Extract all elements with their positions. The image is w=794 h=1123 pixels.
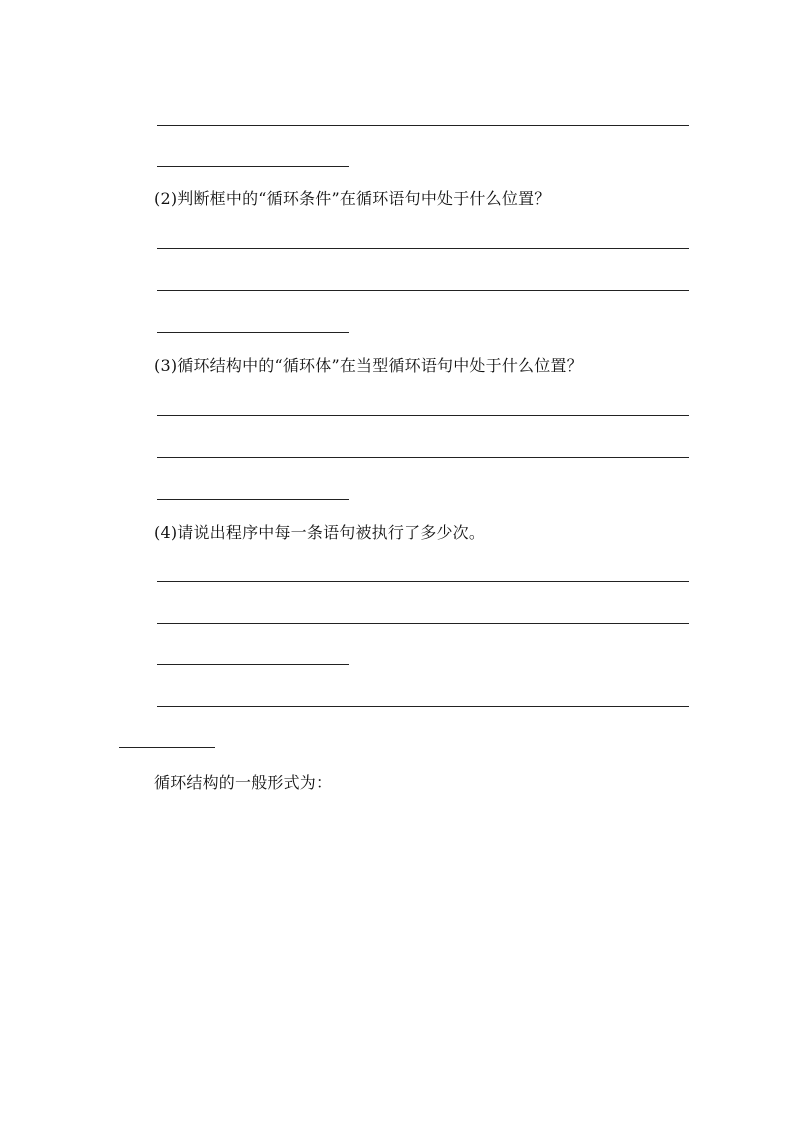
answer-line	[157, 415, 689, 416]
question-3: (3)循环结构中的“循环体”在当型循环语句中处于什么位置？	[154, 356, 583, 375]
closing-statement: 循环结构的一般形式为：	[154, 773, 333, 792]
answer-line	[157, 248, 689, 249]
answer-line	[157, 706, 689, 707]
answer-line	[157, 457, 689, 458]
question-2: (2)判断框中的“循环条件”在循环语句中处于什么位置？	[154, 189, 551, 208]
answer-line	[157, 332, 349, 333]
answer-line	[157, 499, 349, 500]
answer-line	[157, 623, 689, 624]
answer-line	[157, 581, 689, 582]
answer-line	[157, 664, 349, 665]
answer-line	[157, 290, 689, 291]
question-4: (4)请说出程序中每一条语句被执行了多少次。	[154, 523, 486, 542]
answer-line	[119, 747, 215, 748]
answer-line	[157, 166, 349, 167]
answer-line	[157, 125, 689, 126]
